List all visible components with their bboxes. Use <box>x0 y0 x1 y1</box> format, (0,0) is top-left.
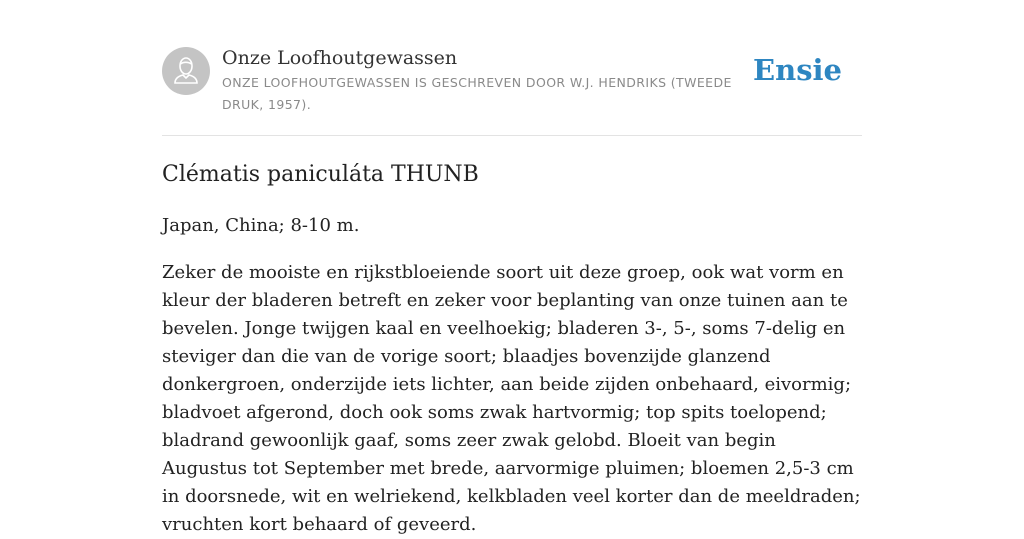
user-icon <box>162 47 210 95</box>
source-description: ONZE LOOFHOUTGEWASSEN IS GESCHREVEN DOOR W.J. HENDRIKS (TWEEDE DRUK, 1957). <box>222 75 732 112</box>
header-divider <box>162 135 862 136</box>
entry-title: Clématis paniculáta THUNB <box>162 162 479 187</box>
entry-body: Zeker de mooiste en rijkstbloeiende soort uit deze groep, ook wat vorm en kleur der bladeren betreft en zeker voor beplanting van onze tuinen aan te bevelen. Jonge twijgen kaal en veelhoekig; bladeren 3-, 5-, soms 7-delig en steviger dan die van de vorige soort; blaadjes bovenzijde glanzend donkergroen, onderzijde iets lichter, aan beide zijden onbehaard, eivormig; bladvoet afgerond, doch ook soms zwak hartvormig; top spits toelopend; bladrand gewoonlijk gaaf, soms zeer zwak gelobd. Bloeit van begin Augustus tot September met brede, aarvormige pluimen; bloemen 2,5-3 cm in doorsnede, wit en welriekend, kelkbladen veel korter dan de meeldraden; vruchten kort behaard of geveerd. <box>162 262 861 535</box>
source-header <box>162 46 862 116</box>
entry-origin: Japan, China; 8-10 m. <box>162 215 360 236</box>
source-avatar[interactable] <box>162 47 210 95</box>
brand-logo[interactable]: Ensie <box>753 53 842 87</box>
source-title[interactable]: Onze Loofhoutgewassen <box>222 47 458 69</box>
